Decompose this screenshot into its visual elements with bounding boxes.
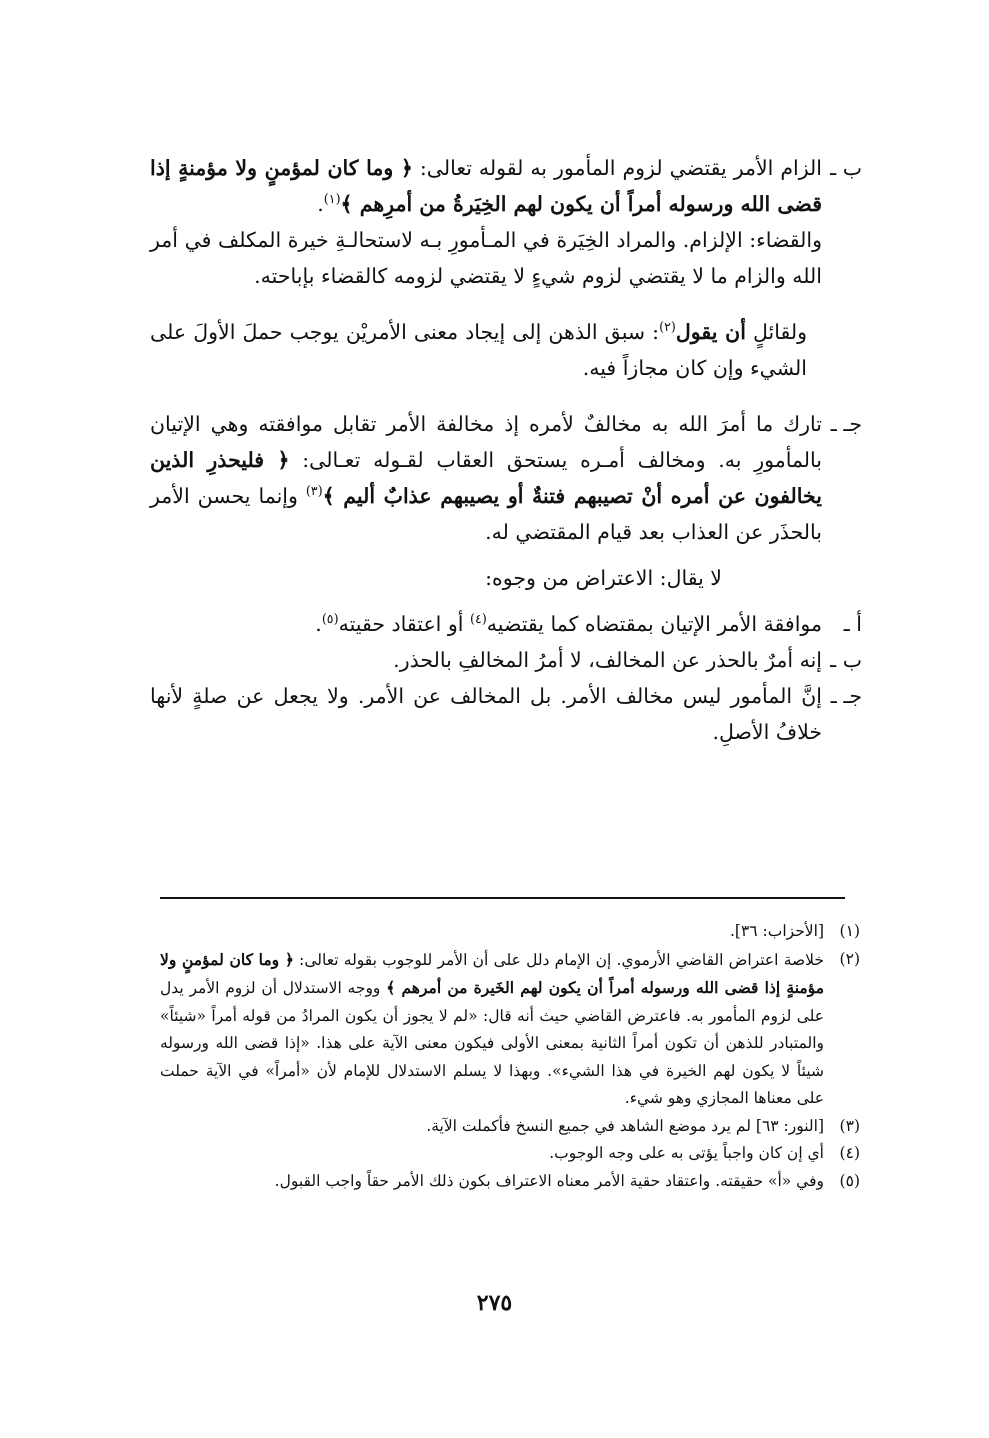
section-marker: جـ ـ <box>830 412 862 436</box>
text-run: . <box>317 192 324 216</box>
point-text: إنه أمرٌ بالحذر عن المخالف، لا أمرُ المخالفِ بالحذر. <box>393 648 822 672</box>
footnotes <box>160 918 860 1195</box>
footnote <box>160 918 860 946</box>
footnote <box>160 1140 860 1168</box>
paragraph: والقضاء: الإلزام. والمراد الخِيَرة في المـأمورِ بـه لاستحالـةِ خيرة المكلف في أمر الله والزام ما لا يقتضي لزوم شيءٍ لا يقتضي لزومه كالقضاء بإباحته. <box>150 228 822 288</box>
paragraph: لا يقال: الاعتراض من وجوه: <box>485 566 722 590</box>
footnote-number: (٣) <box>839 1116 860 1135</box>
quran-verse: ﴿ وما كان لمؤمنٍ ولا مؤمنةٍ إذا قضى الله ورسوله أمراً أن يكون لهم الخِيَرةُ من أمرِهم ﴾ <box>150 156 822 216</box>
footnote-ref: (٤) <box>470 611 487 627</box>
point-marker: أ ـ <box>843 612 862 636</box>
point-b <box>150 642 862 678</box>
text-run: أو اعتقاد حقيته <box>338 612 471 636</box>
point-marker: ب ـ <box>830 648 862 672</box>
footnote-divider <box>160 897 845 899</box>
text-run: موافقة الأمر الإتيان بمقتضاه كما يقتضيه <box>486 612 822 636</box>
footnote-ref: (٥) <box>321 611 339 627</box>
footnote-number: (٥) <box>839 1171 860 1190</box>
footnote <box>160 1168 860 1196</box>
footnote-number: (٢) <box>839 949 860 968</box>
footnote-text: خلاصة اعتراض القاضي الأرموي. إن الإمام دلل على أن الأمر للوجوب بقوله تعالى: <box>293 950 825 969</box>
point-text: إنَّ المأمور ليس مخالف الأمر. بل المخالف عن الأمر. ولا يجعل عن صلةٍ لأنها خلافُ الأصلِ. <box>150 684 822 744</box>
text-run: الزام الأمر يقتضي لزوم المأمور به لقوله تعالى: <box>412 156 822 180</box>
quran-verse: ﴿ وما كان لمؤمنٍ ولا مؤمنةٍ إذا قضى الله ورسوله أمراً أن يكون لهم الخَيرة من أمرهم ﴾ <box>160 949 825 997</box>
footnote-ref: (٢) <box>659 319 676 335</box>
footnote-text: [الأحزاب: ٣٦]. <box>729 922 824 940</box>
footnote <box>160 1113 860 1141</box>
main-text <box>150 150 862 750</box>
page-number: ٢٧٥ <box>476 1290 513 1316</box>
quran-verse: ﴿ فليحذرِ الذين يخالفون عن أمره أنْ تصيبهم فتنةٌ أو يصيبهم عذابٌ أليم ﴾ <box>150 448 822 508</box>
text-run: ولقائلٍ <box>745 320 807 344</box>
footnote-text: وفي «أ» حقيقته. واعتقاد حقية الأمر معناه الاعتراف بكون ذلك الأمر حقاً واجب القبول. <box>274 1171 824 1190</box>
paragraph-objection <box>150 314 862 386</box>
footnote-text: ووجه الاستدلال أن لزوم الأمر يدل على لزوم المأمور به. فاعترض القاضي حيث أنه قال: «لم لا يجوز أن يكون المرادُ من قوله أمراً «شيئاً» والمتبادر للذهن أن تكون أمراً الثانية بمعنى الأولى فيكون معنى الآية على هذا. «إذا قضى الله ورسوله شيئاً لا يكون لهم الخيرة في هذا الشيء». وبهذا لا يسلم الاستدلال للإمام لأن «أمراً» في الآية حملت على معناها المجازي وهو شيء. <box>160 979 824 1107</box>
footnote-ref: (١) <box>323 191 341 207</box>
section-marker: ب ـ <box>830 156 862 180</box>
text-run: : سبق الذهن إلى إيجاد معنى الأمريْن يوجب حملَ الأولَ على الشيء وإن كان مجازاً فيه. <box>150 320 807 380</box>
section-b <box>150 150 862 294</box>
text-run: تارك ما أمرَ الله به مخالفٌ لأمره إذ مخالفة الأمر تقابل موافقته وهي الإتيان بالمأمورِ به. ومخالف أمـره يستحق العقاب لقـوله تعـالى: <box>150 412 822 472</box>
bold-phrase: أن يقول <box>675 320 746 344</box>
footnote <box>160 946 860 1113</box>
text-run: وإنما يحسن الأمر بالحذَر عن العذاب بعد قيام المقتضي له. <box>150 484 822 544</box>
footnote-ref: (٣) <box>305 483 323 499</box>
footnote-text: [النور: ٦٣] لم يرد موضع الشاهد في جميع النسخ فأكملت الآية. <box>426 1116 824 1135</box>
footnote-text: أي إن كان واجباً يؤتى به على وجه الوجوب. <box>549 1144 824 1162</box>
footnote-number: (١) <box>839 922 860 940</box>
point-j <box>150 678 862 750</box>
footnote-number: (٤) <box>839 1144 860 1162</box>
point-a <box>150 606 862 642</box>
section-j <box>150 406 862 550</box>
text-run: . <box>315 612 322 636</box>
point-marker: جـ ـ <box>830 684 862 708</box>
